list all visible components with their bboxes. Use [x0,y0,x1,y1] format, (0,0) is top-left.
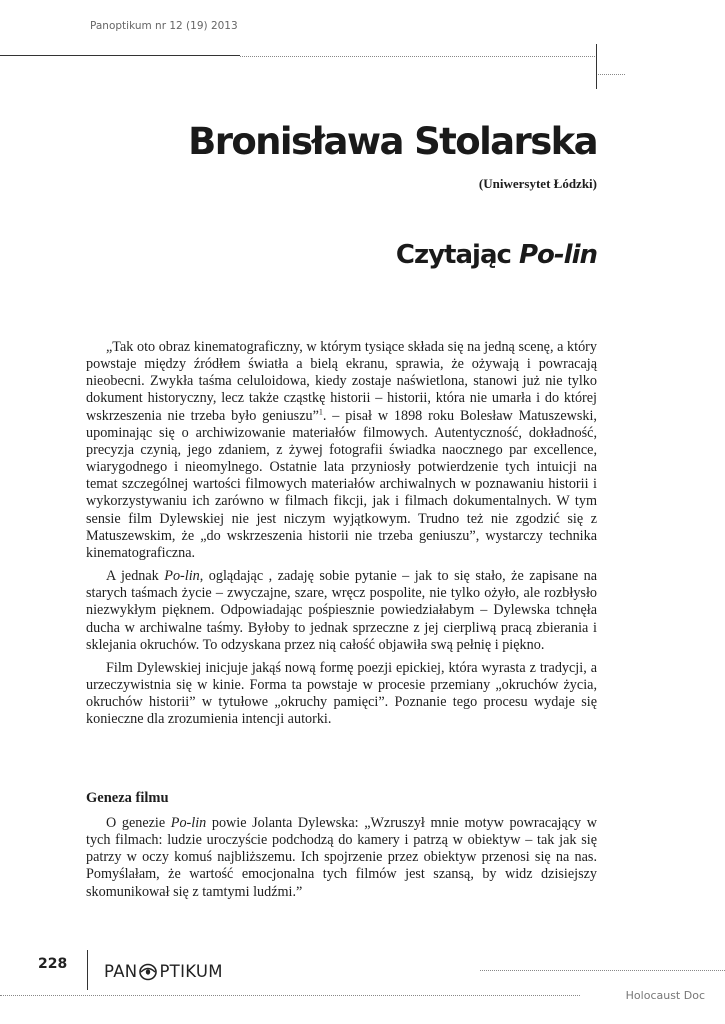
section-paragraph-1-part-b: powie Jolanta Dylewska: „Wzruszył mnie motyw powracający w tych filmach: ludzie uroczyście podchodzą do kamery i patrzą w obiektyw – tak jak się patrzy w oczy komuś najbliższemu. Ich spojrzenie przez obiektyw przenosi się na nas. Pomyślałam, że wartość emocjonalna tych filmów jest szansą, by widz dzisiejszy skomunikował się z tamtymi ludźmi.” [86,815,597,900]
header-vertical-bar [596,44,597,89]
header-rule [0,55,240,56]
article-title-italic: Po-lin [518,240,597,270]
page-number: 228 [38,956,68,972]
journal-header: Panoptikum nr 12 (19) 2013 [90,20,238,32]
section-heading: Geneza filmu [86,790,169,806]
header-dotted-rule-short [598,74,625,75]
eye-icon [138,961,158,981]
paragraph-3: Film Dylewskiej inicjuje jakąś nową formę poezji epickiej, która wyrasta z tradycji, a urzeczywistnia się w kinie. Forma ta powstaje w procesie przemiany „okruchów życia, okruchów historii” w tytułowe „okruchy pamięci”. Poznanie tego procesu wydaje się konieczne dla zrozumienia intencji autorki. [86,659,597,728]
paragraph-1-part-b: . – pisał w 1898 roku Bolesław Matuszewski, upominając się o archiwizowanie materiałów filmowych. Autentyczność, dokładność, precyzja czynią, jego zdaniem, z żywej fotografii świadka naocznego par excellence, wiarygodnego i nieomylnego. Ostatnie lata przyniosły potwierdzenie tych intuicji na temat szczególnej wartości filmowych materiałów archiwalnych w poznawaniu historii i wykorzystywaniu ich zarówno w filmach fikcji, jak i filmach dokumentalnych. W tym sensie film Dylewskiej nie jest niczym wyjątkowym. Trudno też nie zgodzić się z Matuszewskim, że „do wskrzeszenia historii nie trzeba geniuszu”, wystarczy technika kinematograficzna. [86,407,597,561]
author-affiliation: (Uniwersytet Łódzki) [478,176,597,191]
footer-dotted-rule [480,970,725,971]
section-body [86,815,597,901]
logo-text-right: PTIKUM [159,961,223,981]
author-name: Bronisława Stolarska [188,120,597,163]
section-paragraph-1-part-a: O genezie [106,815,171,831]
paragraph-2-italic: Po-lin [164,568,200,585]
footer-section-label: Holocaust Doc [625,989,705,1002]
footer-vertical-bar [87,950,88,990]
article-title [396,240,597,270]
section-paragraph-1-italic: Po-lin [170,815,207,831]
paragraph-2 [86,568,597,654]
article-title-prefix: Czytając [395,240,519,270]
paragraph-2-part-a: A jednak [106,568,165,585]
footer-dotted-rule-lower [0,995,580,996]
paragraph-1-part-a: „Tak oto obraz kinematograficzny, w którym tysiące składa się na jedną scenę, a który powstaje między źródłem światła a bielą ekranu, sprawia, że ożywają i powracają nieobecni. Zwykła taśma celuloidowa, kiedy zostaje naświetlona, stanowi już nie tylko dokument historyczny, lecz także cząstkę historii – historii, która nie umarła i do której wskrzeszenia nie trzeba było geniuszu” [86,339,597,424]
paragraph-1 [86,339,597,562]
logo-text-left: PAN [104,961,138,981]
section-paragraph-1 [86,815,597,901]
panoptikum-logo [104,958,223,984]
paragraph-2-part-b: , oglądając , zadaję sobie pytanie – jak to się stało, że zapisane na starych taśmach życie – zwyczajne, szare, wręcz pospolite, nie tylko ożyło, ale rozbłysło niezwykłym pięknem. Odpowiadając pośpiesznie powiedziałabym – Dylewska tchnęła ducha w archiwalne taśmy. Byłoby to jednak sprzeczne z jej cierpliwą pracą zbierania i sklejania okruchów. To odzyskana przez nią całość objawiła swą pełnię i piękno. [86,568,598,653]
header-dotted-rule [240,56,595,57]
footnote-ref-1[interactable]: 1 [318,406,323,416]
article-body [86,339,597,728]
